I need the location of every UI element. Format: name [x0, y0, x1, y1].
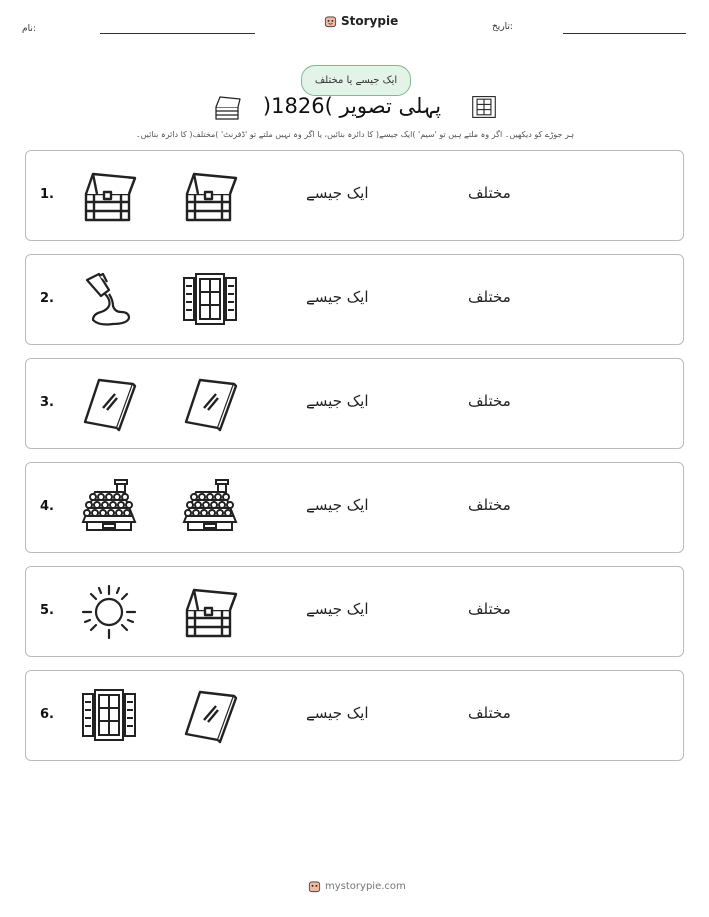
question-number: 2. [40, 291, 54, 306]
different-option[interactable]: مختلف [468, 600, 511, 618]
same-option[interactable]: ایک جیسے [306, 496, 369, 514]
question-number: 5. [40, 603, 54, 618]
roof-icon [79, 478, 139, 538]
title-window-icon [470, 94, 498, 120]
question-number: 6. [40, 707, 54, 722]
chest-icon [180, 166, 240, 226]
mascot-icon [324, 15, 337, 28]
date-label: تاریخ: [492, 22, 513, 32]
spilled-bottle-icon [79, 270, 139, 330]
page-title: پہلی تصویر )1826( [262, 94, 442, 118]
question-number: 4. [40, 499, 54, 514]
same-option[interactable]: ایک جیسے [306, 600, 369, 618]
glass-pane-icon [180, 686, 240, 746]
right-picture [180, 478, 240, 538]
different-option[interactable]: مختلف [468, 184, 511, 202]
left-picture [79, 686, 139, 746]
same-option[interactable]: ایک جیسے [306, 184, 369, 202]
same-option[interactable]: ایک جیسے [306, 288, 369, 306]
right-picture [180, 582, 240, 642]
question-row-2 [25, 254, 684, 345]
footer-site[interactable]: mystorypie.com [325, 881, 406, 892]
question-row-5 [25, 566, 684, 657]
name-line[interactable] [100, 33, 255, 34]
right-picture [180, 374, 240, 434]
different-option[interactable]: مختلف [468, 288, 511, 306]
brand-logo [324, 14, 398, 28]
footer [308, 880, 406, 893]
topic-badge-text: ایک جیسے یا مختلف [314, 75, 398, 86]
footer-mascot-icon [308, 880, 321, 893]
right-picture [180, 270, 240, 330]
question-row-6 [25, 670, 684, 761]
left-picture [79, 478, 139, 538]
window-icon [79, 686, 139, 746]
different-option[interactable]: مختلف [468, 704, 511, 722]
roof-icon [180, 478, 240, 538]
left-picture [79, 374, 139, 434]
right-picture [180, 686, 240, 746]
title-chest-icon [210, 92, 244, 122]
different-option[interactable]: مختلف [468, 496, 511, 514]
window-icon [180, 270, 240, 330]
topic-badge [301, 65, 411, 96]
same-option[interactable]: ایک جیسے [306, 704, 369, 722]
question-row-1 [25, 150, 684, 241]
glass-pane-icon [180, 374, 240, 434]
date-line[interactable] [563, 33, 686, 34]
question-row-3 [25, 358, 684, 449]
right-picture [180, 166, 240, 226]
brand-name: Storypie [341, 14, 399, 28]
different-option[interactable]: مختلف [468, 392, 511, 410]
question-number: 1. [40, 187, 54, 202]
glass-pane-icon [79, 374, 139, 434]
name-label: نام: [22, 24, 36, 34]
chest-icon [180, 582, 240, 642]
left-picture [79, 582, 139, 642]
question-number: 3. [40, 395, 54, 410]
left-picture [79, 270, 139, 330]
question-row-4 [25, 462, 684, 553]
same-option[interactable]: ایک جیسے [306, 392, 369, 410]
instructions: ہر جوڑے کو دیکھیں۔ اگر وہ ملتے ہیں تو 'سیم' )ایک جیسے( کا دائرہ بنائیں، یا اگر وہ نہیں ملتے تو 'ڈفرنٹ' )مختلف( کا دائرہ بنائیں۔ [135, 130, 575, 139]
sun-icon [79, 582, 139, 642]
chest-icon [79, 166, 139, 226]
left-picture [79, 166, 139, 226]
